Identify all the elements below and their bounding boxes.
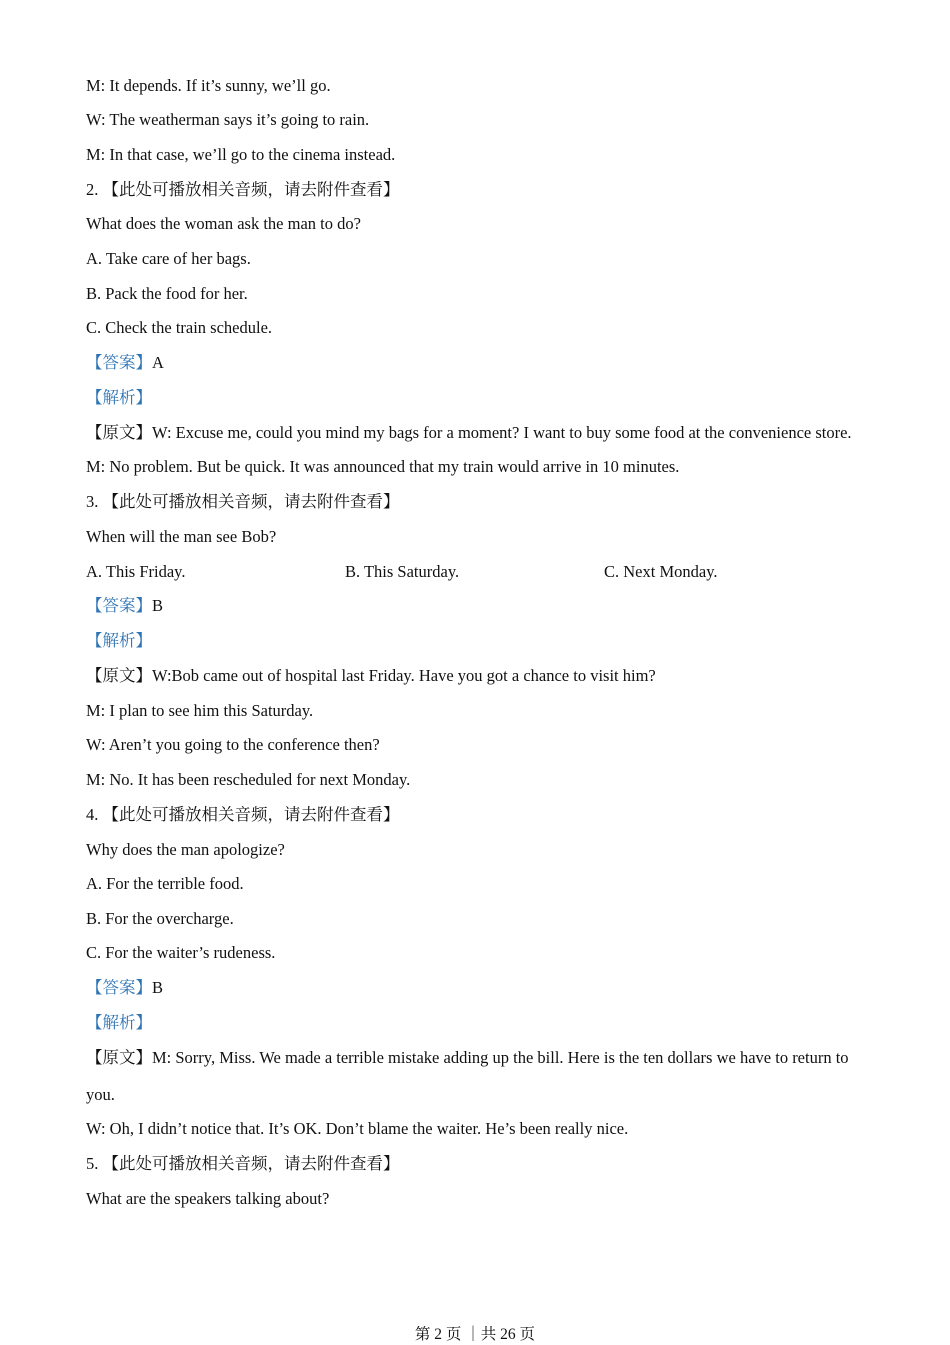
question-4-option-b: B. For the overcharge. [86,909,234,928]
question-3-option-a: A. This Friday. [86,562,186,581]
dialogue-line: M: In that case, we’ll go to the cinema instead. [86,145,396,164]
question-3-header[interactable]: 3. 【此处可播放相关音频，请去附件查看】 [86,492,400,511]
question-2-option-a: A. Take care of her bags. [86,249,251,268]
question-2-option-c: C. Check the train schedule. [86,318,273,337]
answer-label: 【答案】 [86,353,152,372]
answer-value: B [152,596,164,615]
question-4-header[interactable]: 4. 【此处可播放相关音频，请去附件查看】 [86,805,400,824]
answer-label: 【答案】 [86,978,152,997]
question-2-text: What does the woman ask the man to do? [86,214,361,233]
question-4-option-a: A. For the terrible food. [86,874,244,893]
question-3-analysis-label: 【解析】 [86,631,152,650]
question-4-original-1-continued: you. [86,1085,115,1104]
question-4-option-c: C. For the waiter’s rudeness. [86,943,276,962]
question-2-original-1 [86,423,852,443]
question-3-original-2: M: I plan to see him this Saturday. [86,701,314,720]
original-label: 【原文】 [86,666,152,685]
question-2-original-2: M: No problem. But be quick. It was announced that my train would arrive in 10 minutes. [86,457,680,476]
question-4-analysis-label: 【解析】 [86,1013,152,1032]
question-3-option-b: B. This Saturday. [345,562,460,581]
original-text: M: Sorry, Miss. We made a terrible mistake adding up the bill. Here is the ten dollars we have to return to [152,1048,849,1067]
question-3-original-3: W: Aren’t you going to the conference then? [86,735,380,754]
question-3-option-c: C. Next Monday. [604,562,718,581]
original-label: 【原文】 [86,423,152,442]
question-3-text: When will the man see Bob? [86,527,277,546]
original-text: W: Excuse me, could you mind my bags for a moment? I want to buy some food at the convenience store. [152,423,852,442]
question-3-original-4: M: No. It has been rescheduled for next Monday. [86,770,411,789]
question-4-answer [86,978,163,998]
original-text: W:Bob came out of hospital last Friday. Have you got a chance to visit him? [152,666,656,685]
answer-label: 【答案】 [86,596,152,615]
dialogue-line: M: It depends. If it’s sunny, we’ll go. [86,76,331,95]
question-2-option-b: B. Pack the food for her. [86,284,248,303]
question-5-text: What are the speakers talking about? [86,1189,330,1208]
original-label: 【原文】 [86,1048,152,1067]
question-2-header[interactable]: 2. 【此处可播放相关音频，请去附件查看】 [86,180,400,199]
page-footer: 第 2 页 ｜共 26 页 [414,1326,536,1343]
question-4-original-1 [86,1048,849,1068]
answer-value: B [152,978,164,997]
answer-value: A [152,353,164,372]
question-4-text: Why does the man apologize? [86,840,285,859]
question-3-original-1 [86,666,656,686]
question-2-answer [86,353,164,373]
question-5-header[interactable]: 5. 【此处可播放相关音频，请去附件查看】 [86,1154,400,1173]
question-3-answer [86,596,163,616]
dialogue-line: W: The weatherman says it’s going to rain. [86,110,370,129]
question-4-original-2: W: Oh, I didn’t notice that. It’s OK. Don’t blame the waiter. He’s been really nice. [86,1119,629,1138]
question-2-analysis-label: 【解析】 [86,388,152,407]
